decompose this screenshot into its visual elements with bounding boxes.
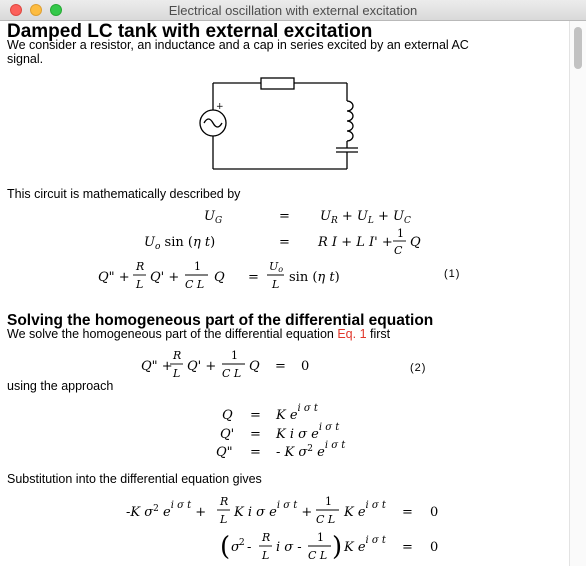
svg-text:UG: $U_G$ <box>204 209 223 226</box>
svg-text:1: 1 <box>231 349 238 362</box>
svg-text:K ei σ t: K $e^{i \sigma t}$ <box>276 403 318 423</box>
svg-text:Q: Q <box>410 235 421 250</box>
svg-text:1: 1 <box>397 227 404 240</box>
svg-text:C L: C L <box>185 278 205 291</box>
equation-number-1: (1) <box>444 268 461 280</box>
homogeneous-intro <box>7 327 390 342</box>
svg-text:0: 0 <box>301 359 310 374</box>
svg-text:Q: Q <box>249 359 260 374</box>
svg-text:L: L <box>272 278 280 291</box>
svg-text:Q' +: Q' + <box>187 359 217 374</box>
svg-text:1: 1 <box>325 495 332 508</box>
svg-text:L: L <box>173 367 181 380</box>
svg-text:=: = <box>248 270 259 285</box>
svg-text:K ei σ t: K $e^{i \sigma t}$ <box>344 500 386 520</box>
svg-text:R: R <box>136 260 145 273</box>
svg-text:K i σ ei σ t: K i σ $e^{i \sigma t}$ <box>276 422 340 442</box>
svg-text:C: C <box>394 244 403 257</box>
svg-text:=: = <box>275 359 286 374</box>
section-heading-damped-lc: Damped LC tank with external excitation <box>7 21 373 42</box>
svg-text:=: = <box>250 445 261 460</box>
svg-text:R I + L I' +: R I + L I' + <box>318 235 393 250</box>
svg-text:C L: C L <box>222 367 242 380</box>
svg-text:=: = <box>279 209 290 224</box>
svg-text:=: = <box>279 235 290 250</box>
substitution-text: Substitution into the differential equation gives <box>7 472 262 486</box>
substitution-equations <box>110 491 450 566</box>
svg-text:Uo: Uo <box>269 260 284 274</box>
svg-text:0: 0 <box>430 505 439 520</box>
svg-text:=: = <box>250 427 261 442</box>
scrollbar-thumb[interactable] <box>574 27 582 69</box>
svg-text:Q' +: Q' + <box>150 270 180 285</box>
svg-text:Q: Q <box>214 270 225 285</box>
window-title: Electrical oscillation with external excitation <box>168 3 418 18</box>
svg-text:K ei σ t: K $e^{i \sigma t}$ <box>344 535 386 555</box>
svg-text:UR + UL + UC: $U_R + U_L + U_C$ <box>320 209 411 226</box>
svg-text:R: R <box>173 349 182 362</box>
vertical-scrollbar[interactable] <box>569 21 586 566</box>
svg-text:L: L <box>220 513 228 526</box>
homogeneous-intro-end: first <box>366 327 391 341</box>
svg-text:0: 0 <box>430 540 439 555</box>
svg-text:sin (η t): sin (η t) <box>289 270 340 285</box>
section-heading-homogeneous: Solving the homogeneous part of the differential equation <box>7 312 434 329</box>
title-bar[interactable] <box>0 0 586 21</box>
plus-sign: + <box>216 102 224 112</box>
svg-text:L: L <box>262 549 270 562</box>
svg-text:C L: C L <box>316 513 336 526</box>
svg-text:R: R <box>262 531 271 544</box>
approach-equations <box>200 394 380 466</box>
approach-text: using the approach <box>7 379 114 393</box>
svg-text:=: = <box>402 540 413 555</box>
svg-text:Q': Q' <box>220 427 235 442</box>
equation-2 <box>125 346 345 386</box>
rlc-circuit-diagram <box>190 76 370 176</box>
svg-text:Q: Q <box>222 408 233 423</box>
svg-text:R: R <box>220 495 229 508</box>
described-by-text: This circuit is mathematically described by <box>7 187 241 201</box>
svg-text:=: = <box>250 408 261 423</box>
intro-line-2: signal. <box>7 52 44 66</box>
document-content <box>0 21 570 566</box>
svg-text:Q" +: Q" + <box>98 270 130 285</box>
svg-text:(: ( <box>220 532 231 562</box>
svg-text:σ: σ <box>231 540 240 555</box>
svg-text:1: 1 <box>194 260 201 273</box>
svg-text:1: 1 <box>317 531 324 544</box>
svg-text:Q": Q" <box>216 445 233 460</box>
svg-text:Uo sin (η t): $U_o$ sin (η t) <box>144 235 216 252</box>
svg-text:i σ -: i σ - <box>276 540 302 555</box>
svg-text:): ) <box>332 532 343 562</box>
svg-text:C L: C L <box>308 549 328 562</box>
eq-1-link[interactable]: Eq. 1 <box>337 327 367 341</box>
svg-text:- K σ2 ei σ t: - K $\sigma^2$ $e^{i \sigma t}$ <box>276 440 346 460</box>
svg-text:2: 2 <box>239 538 245 548</box>
svg-text:-: - <box>247 540 252 555</box>
intro-line-1: We consider a resistor, an inductance and a cap in series excited by an external AC <box>7 38 469 52</box>
homogeneous-intro-text: We solve the homogeneous part of the differential equation <box>7 327 338 341</box>
svg-text:-K σ2 ei σ t +: -K $\sigma^2$ $e^{i \sigma t}$ + <box>126 500 207 520</box>
svg-text:Q" +: Q" + <box>141 359 173 374</box>
svg-text:K i σ ei σ t +: K i σ $e^{i \sigma t}$ + <box>234 500 313 520</box>
equation-number-2: (2) <box>410 362 427 374</box>
equation-system-1 <box>70 203 490 291</box>
svg-text:=: = <box>402 505 413 520</box>
svg-text:L: L <box>136 278 144 291</box>
